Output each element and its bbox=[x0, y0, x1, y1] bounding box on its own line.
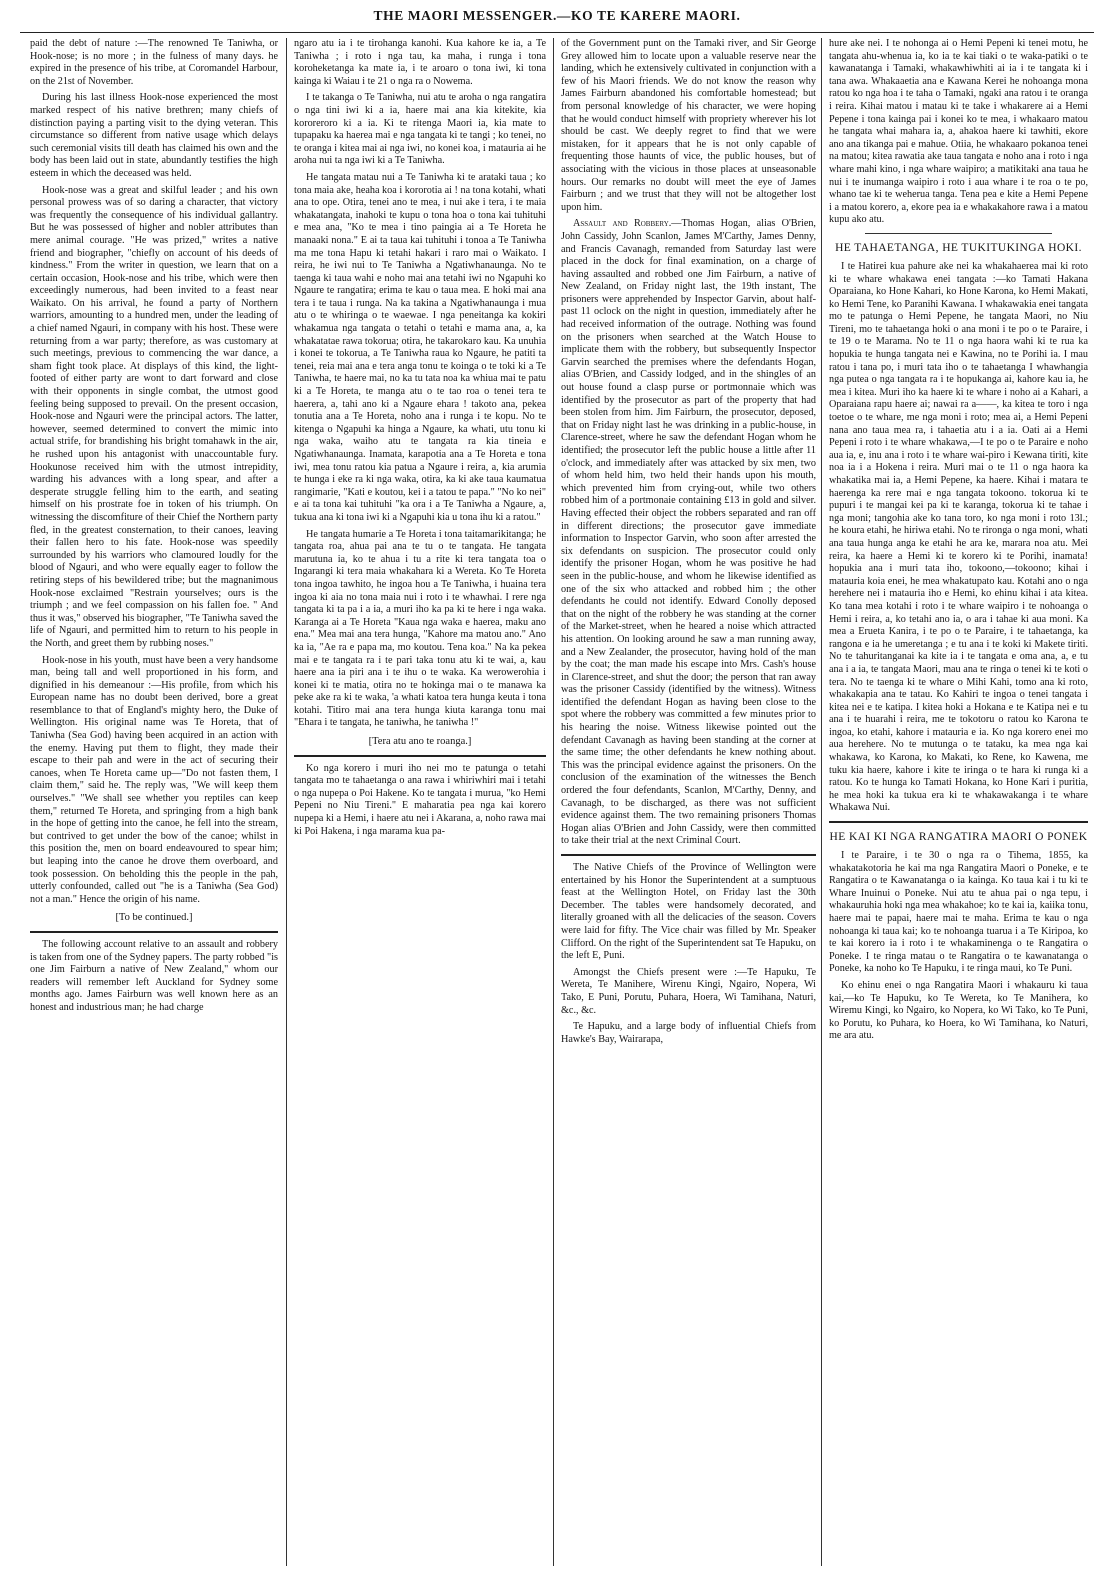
article-paragraph: Amongst the Chiefs present were :—Te Hapuku, Te Wereta, Te Manihere, Wirenu Kingi, Ngairo, Nopera, Wi Tako, E Puni, Porutu, Puhara, Hoera, Wi Tamihana, Naturi, &c., &c. bbox=[561, 966, 816, 1016]
article-paragraph: ngaro atu ia i te tirohanga kanohi. Kua kahore ke ia, a Te Taniwha ; i roto i nga tau, ka maha, i runga i tona koroheketanga ka mate ia, i te aroaro o tona iwi, ki tona kainga ki Waiau i te 21 o nga ra o Nowema. bbox=[294, 38, 546, 87]
section-rule bbox=[561, 854, 816, 856]
article-paragraph: Hook-nose in his youth, must have been a very handsome man, being tall and well proportioned in his form, and dignified in his demeanour :—His profile, from which his European name has no doubt been derived, bore a great resemblance to that of England's mighty hero, the Duke of Wellington. His original name was Te Horeta, that of Taniwha (Sea God) having been acquired in an action with the enemy. Having put them to flight, they made their escape to their pah and were in the act of securing their canoes, when Te Horeta came up—"Do not fasten them, I claim them," said he. The reply was, "We will keep them ourselves." "We shall see whether you reptiles can keep them," returned Te Horeta, and springing from a high bank in the hope of getting into the canoe, he fell into the stream, but contrived to get under the bow of the canoe; whilst in this position the, men on board endeavoured to spear him; but leaping into the canoe he drove them overboard, and took possession. On beholding this the people in the pah, utterly confounded, called out "he is a Taniwha (Sea God) not a man." Hence the origin of his name. bbox=[30, 654, 278, 905]
column-separator bbox=[553, 38, 554, 1566]
article-paragraph: The following account relative to an assault and robbery is taken from one of the Sydney papers. The party robbed "is one Jim Fairburn a native of New Zealand," whom our readers will remember left Auckland for Sydney some months ago. James Fairburn was well known here as an honest and industrious man; he had charge bbox=[30, 938, 278, 1013]
column-3 bbox=[561, 38, 816, 1568]
column-separator bbox=[821, 38, 822, 1566]
item-heading: Assault and Robbery. bbox=[573, 218, 672, 230]
article-paragraph: He tangata matau nui a Te Taniwha ki te arataki taua ; ko tona maia ake, heaha koa i kororotia ai ! na tona kotahi, whati ana to ope. Otira, tenei ano te mea, i nui ake i tera, i te maia whakatangata, inahoki te kupu o tona hoa o tona kai tuhituhi e mea ana, "Ko te mea i tino paingia ai a Te Horeta he manaaki nona." E ai ta taua kai tuhituhi i tonoa a Te Taniwha ma me tona Hapu ki tetahi hakari i raro mai o Waikato. I reira, he iwi nui to Te Taniwha a Ngatiwhanaunga. No te taenga ki taua wahi e noho mai ana tetahi iwi no Ngapuhi ko Ngaure te rangatira; erima te kau o taua mea. E hoki mai ana tera i te taua i runga. Na ka takina a Ngatiwhanaunga i mua atu o te whiringa o te waewae. I nga peneitanga ka kokiri whakamua nga tangata o tetahi o tetahi e mama ana, a, ka whakatatae rawa tokorua; otira, he takarokaro kau. Ka unuhia i konei te tokorua, a Te Taniwha raua ko Ngaure, he patiti ta tenei, reia mai ana e tera anga tonu te koinga o te toki ki a Te Taniwha, te haere mai, no ka tu tata noa ka whiua mai te patu ki a Te Horeta, te manga atu o te tao roa o tenei tera te haerera, a, tahi ano ki a Ngaure ehara ! takoto ana, pekea tonutia ana a Te Horeta, noho ana i runga i te kopu. No te kitenga o Ngapuhi ka hinga a Ngaure, ka whati, utu tonu ki nga waka, waiho atu te tangata ra kia tineia e Ngatiwhanaunga. Inamata, karapotia ana a Te Horeta e tona iwi, mea tonu ratou kia patua a Ngaure i reira, a, kia arumia te hunga i eke ra ki nga waka, otira, ka ki ake taua kaumatua rangimarie, "Kati e koutou, kei i a tatou te papa." "No ko nei" e ai ta tona kai tuhituhi "ka ora i a Te Taniwha a Ngaure, a, tukua ana ki tona iwi ki a Ngapuhi kia u tona ihu ki a ratou." bbox=[294, 171, 546, 523]
section-rule bbox=[829, 821, 1088, 823]
column-1 bbox=[30, 38, 278, 1568]
article-paragraph: paid the debt of nature :—The renowned Te Taniwha, or Hook-nose; is no more ; in the fulness of many days. he expired in the presence of his tribe, at Coromandel Harbour, on the 21st of November. bbox=[30, 38, 278, 87]
article-paragraph: Te Hapuku, and a large body of influential Chiefs from Hawke's Bay, Wairarapa, bbox=[561, 1021, 816, 1045]
section-rule bbox=[294, 755, 546, 757]
column-separator bbox=[286, 38, 287, 1566]
article-paragraph: The Native Chiefs of the Province of Wellington were entertained by his Honor the Superintendent at a sumptuous feast at the Wellington Hotel, on Friday last the 30th December. The tables were handsomely decorated, and literally groaned with all the delicacies of the season. Covers were laid for fifty. The Vice chair was filled by Mr. Speaker Clifford. On the right of the Superintendent sat Te Hapuku, on the left E, Puni. bbox=[561, 862, 816, 962]
article-paragraph: Hook-nose was a great and skilful leader ; and his own personal prowess was of so daring a character, that victory was frequently the consequence of his individual gallantry. But he was possessed of higher and nobler attributes than mere animal courage. "He was prized," writes a native friend and biographer, "chiefly on account of his deeds of kindness." From the writer in question, we learn that on a certain occasion, Hook-nose and his tribe, which were then exceedingly numerous, had been invited to a feast near Waikato. On his arrival, he found a party of Northern warriors, amounting to a hundred men, under the leading of a chief named Ngauri, in company with his host. These were returning from a war party; therefore, as was customary at such meetings, previous to commencing the war dance, a sham fight took place. At displays of this kind, the light-footed of either party are wont to dart forward and close with their opponents in single combat, the utmost good feeling being supposed to prevail. On the present occasion, Hook-nose and Ngauri were the principal actors. The latter, however, seemed determined to convert the mimic into actual strife, for brandishing his bright tomahawk in the air, he rushed upon his antagonist with unaccountable fury. Hookunose received him with the utmost intrepidity, warding his advances with a long spear, and after a desperate struggle felling him to the earth, and seating himself on his prostrate foe in token of his triumph. On witnessing the discomfiture of their Chief the Northern party fled, in the greatest consternation, to their canoes, leaving their fallen hero to his fate. Hook-nose was speedily surrounded by his warriors who clamoured loudly for the blood of Ngauri, and who were equally eager to follow the retiring steps of his bewildered tribe; but the magnanimous Hook-nose exclaimed "Restrain yourselves; ours is the triumph ; and we feel compassion on his fallen foe. " And thus it was," observed his biographer, "Te Taniwha saved the life of Ngauri, and permitted him to return to his people in the North, and greet them by rubbing noses." bbox=[30, 184, 278, 649]
article-paragraph: Ko ehinu enei o nga Rangatira Maori i whakauru ki taua kai,—ko Te Hapuku, ko Te Wereta, ko Te Manihera, ko Wiremu Kingi, ko Ngairo, ko Nopera, ko Wi Tako, ko Te Puni, ko Porutu, ko Puhara, ko Hoera, ko Wi Tamihana, ko Naturi, me ara atu. bbox=[829, 979, 1088, 1042]
article-paragraph: hure ake nei. I te nohonga ai o Hemi Pepeni ki tenei motu, he tangata ahu-whenua ia, ko ia te kai tiaki o te waka-patiki o te kawanatanga i Tamaki, whakawhiwhiti ai ia i te tangata ki i tana awa. Whakaaetia ana e Kawana Kerei he nohoanga mona ratou ko nga hoa i te taha o Tamaki, ngaki ana ratou i te oranga i reira. Kihai matou i matau ki te take i whakarere ai a Hemi Pepene i tona kainga pai i konei ko te mea, i whakaaro matou he tangata whai mahara ia, a, ahakoa haere ki tawhiti, ekore ano ana tikanga pai e mahue. Otiia, he whakaaro pokanoa tenei na matou; kitea rawatia ake taua tangata e noho ana i roto i nga whare mahi kino, i nga whare waipiro; a matikitaki ana taua he nui i te inumanga waipiro i roto i aua whare i te roa o te po, whano tae ki te weherua tanga. Tena pea e kite a Hemi Pepene i a matou korero, a, ekore pea ia e whakakahore rawa i a matou kupu ako atu. bbox=[829, 38, 1088, 226]
article-paragraph: He tangata humarie a Te Horeta i tona taitamarikitanga; he tangata roa, ahua pai ana te tu o te tangata. He tangata marutuna ia, ko te ahua i tu a rite ki tera tangata toa o Ingarangi ki tera maia whakahara ki a Wereta. Ko Te Horeta tona ingoa tawhito, he ingoa hou a Te Taniwha, i huaina tera ingoa ki aia no tona maia nui i roto i te whawhai. I rere nga tangata ki ta pa i a ia, a muri iho ka pa ki te here i nga waka. Karanga ai a Te Horeta "Kaua nga waka e haerea, maku ano ena." Mea mai ana tera hunga, "Kahore ma matou ano." Ano ka ia, "Ae ra e papa ma, mo koutou. Tena koa." Na ka pekea mai e te tangata ra i te pari taka tonu atu ki te wai, a, kau haere ana ia piri ana i te ihu o te waka. Ka werowerohia i konei ki te matia, otira no te hokinga mai o te manawa ka peke ake ra ki te waka, 'a whati katoa tera hunga keuta i tona kotahi. Titiro mai ana tera hunga kiuta karanga tonu mai "Ehara i te tangata, he taniwha, he taniwha !" bbox=[294, 528, 546, 729]
article-paragraph: During his last illness Hook-nose experienced the most marked respect of his native brethren; many chiefs of distinction paying a parting visit to the dying veteran. This circumstance so different from native usage which delays such ceremonial visits till death has claimed his own and the body has been laid out in state, abundantly testifies the high esteem in which the deceased was held. bbox=[30, 92, 278, 179]
masthead-rule bbox=[20, 32, 1094, 33]
column-2 bbox=[294, 38, 546, 1568]
article-paragraph: Ko nga korero i muri iho nei mo te patunga o tetahi tangata mo te tahaetanga o ana rawa i whiriwhiri mai i tetahi o nga nupepa o Poi Hakene. Ko te tangata i murua, "ko Hemi Pepeni no Niu Tireni." E maharatia pea nga kai korero nupepa ki a Hemi, i haere atu nei i Akarana, a, noho rawa mai ki Poi Hakena, i nga marama kua pa- bbox=[294, 762, 546, 837]
article-paragraph: I te Hatirei kua pahure ake nei ka whakahaerea mai ki roto ki te whare whakawa enei tangata :—ko Tamati Hakana Oparaiana, ko Hone Kahari, ko Hone Karona, ko Hemi Makati, ko Hemi Tene, ko Paranihi Kawana. I whakawakia enei tangata mo te patunga o Hemi Pepene, he tangata Maori, no Niu Tireni, mo te tahaetanga hoki o ana moni i te po o te Paraire, i te 19 o te Marama. No te 11 o nga haora wahi ki te rua ka hopukia te hunga tangata nei e Kawina, no te Porihi ia. I mau ratou i tana po, i muri tata iho o te tahaetanga I whawhangia nga putea o nga tangata ra i te hopukanga ai, kahore kau ia, he mea i kitea. Muri iho ka haere ki te whare i noho ai a Kahari, a Oparaiana rapu haere ai; nawai ra a——, ka kitea te toro i nga toetoe o te whare, me nga moni i roto; mea ai, a Hemi Pepeni nana ano taua mea ra, i tahaetia atu i a ia. Oati ai a Hemi Pepeni i roto i te whare whakawa,—I te po o te Paraire e noho aua ia, e, inu ana i roto i te whare wai-piro i Kewana tiriti, kite noa ia i a Hokena i reira. Muri mai o te 11 o nga haora ka whakatika mai ia, a Hemi Pepene, ka haere. Kihai i matara te haerenga ka rere mai e nga tangata tokoono. tokorua ki te pupuri i te mangai kei pa ki te karanga, tokorua ki te tahae i nga moni; tangohia ake ko tana toro, ko nga moni i roto 13l.; he koura etahi, he hiriwa etahi. No te rironga o nga moni, whati ana taua hunga anga ke etahi he ara ke, marara noa atu. Mei reira, ka haere a Hemi ki te korero ki te Porihi, inamata! hopukia ana i muri tata iho, tokoono,—tokoono; kihai i matauria koia enei, he mea whakatupato kau. Kotahi ano o nga herehere nei i matauria iho e Hemi, ko ehinu kihai i ata kitea. Ko tana mea kotahi i roto i te whare waipiro i te nohoanga o Hemi i reira, a, ko tetahi ano ia, o ara i tahae ki aua moni. Ka mea a Erueta Kanira, i te po o te Paraire, i te tahaetanga, ka rangona e ia he umeretanga ; e tu ana i te koki ki Makete tiriti. No te tahuritanganai ka kite ia i te tangata e oma ana, a, e tu ana i a ia, te tangata Maori, mau ana te ringa o tenei ki te koti o tera. No te taenga ki te whare o Mihi Kahi, tomo ana ki roto, whakakapia ana te tatau. Ko Kahiri te ingoa o tenei tangata i kitea nei e te katipa. I kitea hoki a Hokana e te Katipa nei e tu ana i te huarahi i reira, me te tokotoru o ratou ko Karona te ingoa, ko etahi, kahore i matauria e ia. Ko nga korero enei mo aua herehere. No te mutunga o te tataku, ka mea nga kai whakawa, ko Karona, ko Makati, ko Rene, ko Kawena, me tuku kia haere, kahore i kite te iringa o te hara ki runga ki a ratou. Ko te hunga ko Tamati Hokana, ko Hone Kari i puritia, he mea hoki ka tukua era ki te whakawakanga i te whare Whakawa Nui. bbox=[829, 260, 1088, 814]
article-paragraph: of the Government punt on the Tamaki river, and Sir George Grey allowed him to locate upon a valuable reserve near the landing, which he extensively cultivated in conjunction with a few of his Maori friends. We do not know the reason why James Fairburn abandoned his comfortable homestead; but from personal knowledge of his character, we were hoping that he would conduct himself with propriety wherever his lot should be cast. We deeply regret to find that we were mistaken, for it appears that he is not only capable of frequenting those haunts of vice, the public houses, but of associating with the vicious in those places at unseasonable hours. Our remarks no doubt will meet the eye of James Fairburn ; and we trust that they will not be altogether lost upon him. bbox=[561, 38, 816, 213]
continued-note: [To be continued.] bbox=[115, 912, 193, 924]
article-paragraph: I te takanga o Te Taniwha, nui atu te aroha o nga rangatira o nga tini iwi ki a ia, haere mai ana kia kitekite, kia kororeroro ki a ia. Ki te ritenga Maori ia, kia mate to tupapaku ka haerea mai e nga tangata ki te tangi ; ko tenei, no te oranga i kitea mai ai nga iwi, no konei koa, i matauria ai he aroha nui ta nga iwi ki a Te Taniwha. bbox=[294, 92, 546, 167]
continued-note: [Tera atu ano te roanga.] bbox=[368, 736, 472, 748]
item-body: —Thomas Hogan, alias O'Brien, John Cassidy, John Scanlon, James M'Carthy, James Denny, and Francis Cavanagh, remanded from Saturday last were placed in the dock for final examination, on a charge of having assaulted and robbed one Jim Fairburn, a native of New Zealand, on Friday night last, the 19th instant, The prisoners were apprehended by Inspector Garvin, about half-past 11 oclock on the night in question, immediately after he had received information of the outrage. Nothing was found on the prisoners when searched at the Watch House to implicate them with the robbery, but subsequently Inspector Garvin searched the premises where the defendants Hogan, alias O'Brien, and Cassidy lodged, and in the shingles of an out house found a clasp purse or portmonnaie which was identified by the prosecutor as part of the property that had been stolen from him. Jim Fairburn, the prosecutor, deposed, that on Friday night last he was drinking in a public-house, in Clarence-street, where he saw the defendant Hogan whom he identified; the prosecutor left the public house a little after 11 o'clock, and immediately after was attacked by six men, two of whom held him, two held their hands upon his mouth, which prevented him from crying-out, while two others robbed him of a portmonaie containing £13 in gold and silver. Having effected their object the robbers separated and ran off in different directions; the prosecutor gave immediate information to Inspector Garvin, who soon after arrested the six defendants on suspicion. The prosecutor could only identify the prisoner Hogan, whom he was positive he had seen in the public-house, and whom he likewise identified as one of the six who attacked and robbed him ; the other defendants he could not identify. Edward Conolly deposed that on the night of the robbery he was standing at the corner of the Market-street, when he heared a noise which attracted his attention. On looking around he saw a man running away, and a New Zealander, the prosecutor, having hold of the man by the coat; the man made his escape into Mrs. Cash's house in Clarence-street, and shut the door; the person that ran away was the prisoner Cassidy (identified by the witness). Witness identified the defendant Hogan as having been close to the spot where the robbery was committed a few minutes prior to his hearing the noise. Witness likewise pointed out the defendant Cavanagh as having been standing at the corner at the same time; the other defendants he knew nothing about. This was the principal evidence against the prisoners. On the conclusion of the examination of the witnesses the Bench ordered the four defendants, Scanlon, M'Carthy, Denny, and Cavanagh, to be discharged, as there was not sufficient evidence against them. The two remaining prisoners Thomas Hogan alias O'Brien and John Cassidy, were then committed to take their trial at the next Criminal Court. bbox=[561, 218, 816, 847]
section-heading: HE TAHAETANGA, HE TUKITUKINGA HOKI. bbox=[835, 241, 1082, 254]
section-heading: HE KAI KI NGA RANGATIRA MAORI O PONEK bbox=[829, 831, 1088, 844]
article-paragraph bbox=[561, 218, 816, 848]
article-paragraph: I te Paraire, i te 30 o nga ra o Tihema, 1855, ka whakatakotoria he kai ma nga Rangatira Maori o Poneke, e te Rangatira o te Kawanatanga o ia kainga. Ko taua kai i tu ki te Whare Inuinui o Poneke. Nui atu te ahua pai o nga tepu, i whakauruhia hoki nga mea whakahoe; ko te kai ia, kaiika tonu, haere mai te papai, haere mai te maha. Erima te kau o nga nohoanga ki taua kai; ko te nohoanga tuarua i a Te Kiripoa, ko te kai korero ia i roto i te whakaminenga o te Rangatira o Poneke. I te ringa matau o te Rangatira o te kawanatanga o Poneke, ka noho ko Te Hapuku, i te ringa maui, ko Te Puni. bbox=[829, 850, 1088, 975]
section-rule bbox=[30, 931, 278, 933]
section-rule bbox=[865, 233, 1052, 234]
masthead: THE MAORI MESSENGER.—KO TE KARERE MAORI. bbox=[373, 8, 741, 23]
column-4 bbox=[829, 38, 1088, 1568]
